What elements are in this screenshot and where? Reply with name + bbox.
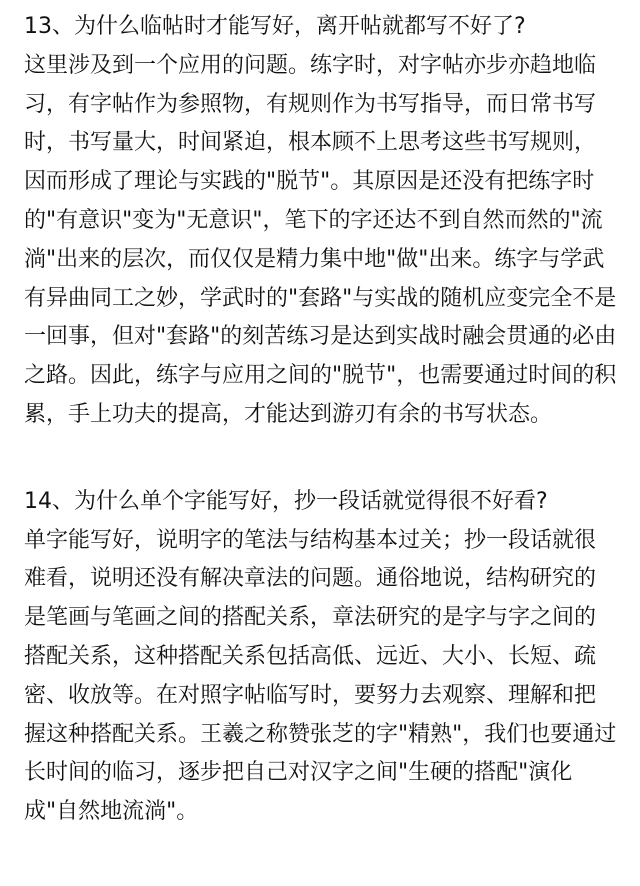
answer-line: 单字能写好，说明字的笔法与结构基本过关；抄一段话就很 (24, 527, 597, 553)
answer-line: 淌"出来的层次，而仅仅是精力集中地"做"出来。练字与学武 (24, 246, 605, 272)
answer-line: 密、收放等。在对照字帖临写时，要努力去观察、理解和把 (24, 682, 597, 708)
qa-section-14 (24, 483, 622, 832)
question-heading-14: 14、为什么单个字能写好，抄一段话就觉得很不好看? (24, 488, 548, 514)
answer-line: 这里涉及到一个应用的问题。练字时，对字帖亦步亦趋地临 (24, 52, 597, 78)
answer-line: 习，有字帖作为参照物，有规则作为书写指导，而日常书写 (24, 91, 597, 117)
answer-line: 时，书写量大，时间紧迫，根本顾不上思考这些书写规则， (24, 130, 597, 156)
answer-line: 之路。因此，练字与应用之间的"脱节"，也需要通过时间的积 (24, 363, 617, 389)
qa-section-13 (24, 8, 622, 435)
answer-line: 一回事，但对"套路"的刻苦练习是达到实战时融会贯通的必由 (24, 324, 617, 350)
question-heading-13: 13、为什么临帖时才能写好，离开帖就都写不好了? (24, 14, 526, 39)
answer-line: 长时间的临习，逐步把自己对汉字之间"生硬的搭配"演化 (24, 760, 573, 786)
answer-line: 因而形成了理论与实践的"脱节"。其原因是还没有把练字时 (24, 169, 595, 195)
answer-line: 搭配关系，这种搭配关系包括高低、远近、大小、长短、疏 (24, 643, 597, 669)
answer-line: 成"自然地流淌"。 (24, 799, 199, 825)
answer-line: 难看，说明还没有解决章法的问题。通俗地说，结构研究的 (24, 566, 597, 592)
answer-line: 累，手上功夫的提高，才能达到游刃有余的书写状态。 (24, 401, 553, 427)
answer-line: 的"有意识"变为"无意识"，笔下的字还达不到自然而然的"流 (24, 207, 603, 233)
answer-line: 握这种搭配关系。王羲之称赞张芝的字"精熟"，我们也要通过 (24, 721, 617, 747)
answer-line: 有异曲同工之妙，学武时的"套路"与实战的随机应变完全不是 (24, 285, 617, 311)
answer-line: 是笔画与笔画之间的搭配关系，章法研究的是字与字之间的 (24, 605, 597, 631)
section-spacer (24, 435, 622, 483)
